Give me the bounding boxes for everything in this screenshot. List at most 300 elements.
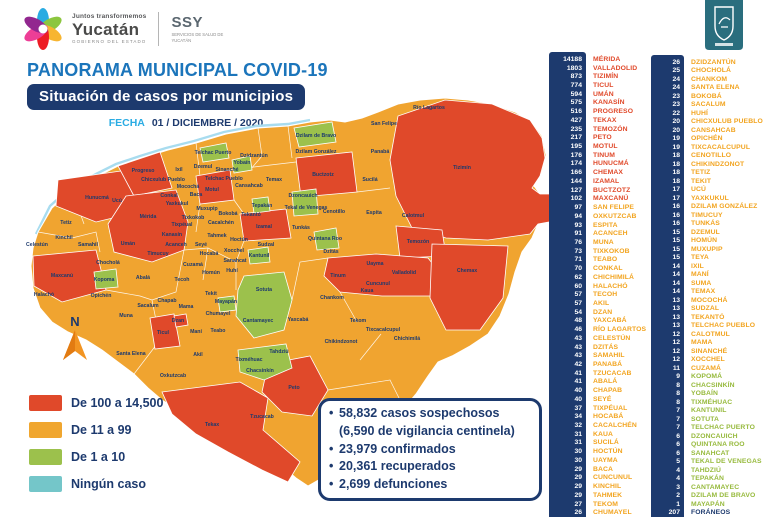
municipality-name: IXIL <box>691 262 704 270</box>
map-label: Chikindzonot <box>324 339 358 345</box>
municipality-row <box>549 404 646 413</box>
legend-item <box>29 443 163 470</box>
municipality-count: 41 <box>574 369 582 377</box>
municipality-row <box>651 75 763 84</box>
municipality-count: 15 <box>672 254 680 262</box>
municipality-row <box>651 84 763 93</box>
municipality-count: 70 <box>574 265 582 273</box>
municipality-name: CONKAL <box>593 265 623 273</box>
municipality-row <box>651 228 763 237</box>
municipality-name: MUNA <box>593 238 614 246</box>
municipality-row <box>549 125 646 134</box>
map-label: Izamal <box>256 224 272 230</box>
municipality-name: SINANCHÉ <box>691 347 728 355</box>
municipality-row <box>549 491 646 500</box>
municipality-count: 24 <box>672 75 680 83</box>
municipality-row <box>549 116 646 125</box>
municipality-name: BACA <box>593 465 614 473</box>
municipality-name: SAN FELIPE <box>593 204 635 212</box>
map-label: San Felipe <box>371 121 397 127</box>
municipality-row <box>549 247 646 256</box>
municipality-row <box>651 92 763 101</box>
municipality-row <box>549 212 646 221</box>
municipality-name: TZUCACAB <box>593 369 632 377</box>
municipality-name: MOTUL <box>593 143 618 151</box>
municipality-name: SUDZAL <box>691 305 720 313</box>
municipality-count: 30 <box>574 456 582 464</box>
municipality-name: CUNCUNUL <box>593 474 633 482</box>
municipality-row <box>549 343 646 352</box>
municipality-name: IZAMAL <box>593 177 620 185</box>
yucatan-crest-logo <box>705 0 743 52</box>
municipality-row <box>651 509 763 517</box>
municipality-name: DZILAM DE BRAVO <box>691 492 756 500</box>
municipality-count: 31 <box>574 430 582 438</box>
municipality-name: MÉRIDA <box>593 55 621 63</box>
municipality-name: PANABÁ <box>593 361 623 369</box>
municipality-name: SUCILÁ <box>593 439 619 447</box>
municipality-count: 3 <box>676 483 680 491</box>
map-label: Tepakán <box>251 203 273 209</box>
legend-label: De 100 a 14,500 <box>71 395 164 410</box>
municipality-name: CANSAHCAB <box>691 126 736 134</box>
municipality-row <box>651 194 763 203</box>
municipality-name: SUMA <box>691 279 712 287</box>
municipality-name: CHICHIMILÁ <box>593 273 635 281</box>
stats-line: • 2,699 defunciones <box>329 477 448 492</box>
map-legend <box>29 389 163 497</box>
municipality-row <box>549 99 646 108</box>
legend-swatch <box>29 449 62 465</box>
municipality-count: 15 <box>672 245 680 253</box>
municipality-row <box>549 317 646 326</box>
map-label: Cuzamá <box>183 262 203 268</box>
map-label: Temozón <box>406 239 430 245</box>
municipality-count: 24 <box>672 84 680 92</box>
map-label: Umán <box>120 241 136 247</box>
legend-swatch <box>29 476 62 492</box>
government-logo <box>22 8 223 50</box>
municipality-count: 40 <box>574 387 582 395</box>
municipality-row <box>651 305 763 314</box>
municipality-name: SAMAHIL <box>593 352 625 360</box>
municipality-name: KANASÍN <box>593 99 625 107</box>
municipality-count: 8 <box>676 390 680 398</box>
municipality-name: CHACSINKÍN <box>691 381 735 389</box>
municipality-row <box>651 407 763 416</box>
map-label: Conkal <box>160 193 178 199</box>
map-label: Tahmek <box>207 233 227 239</box>
municipality-row <box>651 449 763 458</box>
municipality-count: 14188 <box>563 55 582 63</box>
municipality-row <box>651 109 763 118</box>
map-label: Chankom <box>320 295 344 301</box>
municipality-row <box>549 264 646 273</box>
municipality-count: 8 <box>676 398 680 406</box>
municipality-name: MAMA <box>691 339 713 347</box>
municipality-count: 60 <box>574 282 582 290</box>
map-label: Uayma <box>366 261 384 267</box>
map-label: Sotuta <box>255 287 273 293</box>
municipality-count: 6 <box>676 449 680 457</box>
municipality-name: TETIZ <box>691 169 711 177</box>
map-label: Sanahcat <box>223 258 247 264</box>
municipality-count: 7 <box>676 407 680 415</box>
municipality-row <box>651 330 763 339</box>
map-label: Tetiz <box>60 220 72 226</box>
municipality-row <box>549 456 646 465</box>
municipality-name: VALLADOLID <box>593 64 638 72</box>
municipality-count: 27 <box>574 500 582 508</box>
municipality-count: 15 <box>672 228 680 236</box>
municipality-name: TAHDZIÚ <box>691 466 722 474</box>
municipality-name: BOKOBÁ <box>691 92 722 100</box>
municipality-name: DZONCAUICH <box>691 432 738 440</box>
map-label: Tekal de Venegas <box>284 205 328 211</box>
municipality-count: 427 <box>570 116 582 124</box>
municipality-count: 43 <box>574 334 582 342</box>
municipality-count: 26 <box>672 58 680 66</box>
municipality-name: CHOCHOLÁ <box>691 67 732 75</box>
municipality-count: 29 <box>574 474 582 482</box>
municipality-row <box>651 237 763 246</box>
municipality-row <box>651 143 763 152</box>
ssy-logo: SSY SERVICIOS DE SALUD DE YUCATÁN <box>171 14 224 43</box>
map-label: Kanasín <box>161 232 183 238</box>
municipality-count: 12 <box>672 356 680 364</box>
municipality-row <box>651 432 763 441</box>
subtitle-badge: Situación de casos por municipios <box>27 84 305 110</box>
map-label: Chacsinkín <box>246 368 274 374</box>
map-label: Tekit <box>205 291 217 297</box>
municipality-count: 594 <box>570 90 582 98</box>
municipality-row <box>549 482 646 491</box>
stats-line: • 20,361 recuperados <box>329 459 456 474</box>
map-label: Tekantó <box>241 212 261 218</box>
municipality-name: SACALUM <box>691 101 726 109</box>
municipality-count: 40 <box>574 395 582 403</box>
map-label: Tekax <box>204 422 220 428</box>
map-label: Chichimilá <box>393 336 421 342</box>
map-label: Yobaín <box>233 160 251 166</box>
municipality-column-1 <box>549 55 646 517</box>
municipality-row <box>549 474 646 483</box>
map-label: Kopoma <box>93 277 115 283</box>
municipality-row <box>549 395 646 404</box>
municipality-name: AKIL <box>593 299 610 307</box>
municipality-name: CHICXULUB PUEBLO <box>691 118 763 126</box>
map-label: Cantamayec <box>242 318 274 324</box>
municipality-row <box>549 81 646 90</box>
map-label: Dzoncauich <box>288 193 318 199</box>
municipality-count: 1803 <box>566 64 582 72</box>
municipality-count: 73 <box>574 247 582 255</box>
municipality-row <box>651 441 763 450</box>
municipality-name: HUHÍ <box>691 109 709 117</box>
municipality-name: TEMOZÓN <box>593 125 628 133</box>
municipality-count: 54 <box>574 308 582 316</box>
municipality-name: CANTAMAYEC <box>691 483 740 491</box>
municipality-count: 5 <box>676 458 680 466</box>
municipality-name: SANTA ELENA <box>691 84 740 92</box>
map-label: Sinanché <box>215 167 239 173</box>
municipality-row <box>651 313 763 322</box>
municipality-count: 17 <box>672 194 680 202</box>
municipality-name: UMÁN <box>593 90 614 98</box>
municipality-count: 144 <box>570 177 582 185</box>
map-label: Kantunil <box>248 253 270 259</box>
municipality-name: HOCABÁ <box>593 413 624 421</box>
municipality-row <box>549 221 646 230</box>
municipality-count: 14 <box>672 288 680 296</box>
municipality-row <box>651 152 763 161</box>
page-title: PANORAMA MUNICIPAL COVID-19 <box>27 60 328 80</box>
map-label: Baca <box>189 192 203 198</box>
municipality-row <box>651 262 763 271</box>
municipality-name: TIXKOKOB <box>593 247 630 255</box>
municipality-name: TECOH <box>593 291 618 299</box>
legend-label: Ningún caso <box>71 476 147 491</box>
municipality-count: 7 <box>676 424 680 432</box>
municipality-row <box>651 483 763 492</box>
map-label: Chumayel <box>205 311 231 317</box>
municipality-count: 207 <box>668 509 680 517</box>
municipality-count: 13 <box>672 313 680 321</box>
municipality-row <box>651 381 763 390</box>
municipality-row <box>549 421 646 430</box>
municipality-count: 4 <box>676 466 680 474</box>
municipality-row <box>549 447 646 456</box>
municipality-name: QUINTANA ROO <box>691 441 745 449</box>
municipality-count: 94 <box>574 212 582 220</box>
municipality-count: 46 <box>574 326 582 334</box>
municipality-count: 26 <box>574 509 582 517</box>
municipality-row <box>549 334 646 343</box>
municipality-row <box>651 135 763 144</box>
map-label: Calotmul <box>401 213 425 219</box>
municipality-name: XOCCHEL <box>691 356 725 364</box>
municipality-name: MOCOCHÁ <box>691 296 728 304</box>
map-label: Sacalum <box>137 303 159 309</box>
municipality-name: ABALÁ <box>593 378 618 386</box>
municipality-name: HALACHÓ <box>593 282 628 290</box>
municipality-row <box>651 356 763 365</box>
municipality-count: 14 <box>672 262 680 270</box>
legend-item <box>29 389 163 416</box>
municipality-name: ACANCEH <box>593 230 628 238</box>
map-label: Akil <box>193 352 203 358</box>
municipality-row <box>651 500 763 509</box>
municipality-row <box>549 256 646 265</box>
municipality-row <box>549 229 646 238</box>
municipality-row <box>549 142 646 151</box>
municipality-row <box>549 168 646 177</box>
map-label: Tixcacalcupul <box>365 327 401 333</box>
municipality-count: 4 <box>676 475 680 483</box>
map-label: Tixkokob <box>181 215 205 221</box>
municipality-name: TEKOM <box>593 500 619 508</box>
map-label: Hoctún <box>230 237 248 243</box>
municipality-name: TEKANTÓ <box>691 313 725 321</box>
statistics-box <box>318 398 542 501</box>
map-label: Cenotillo <box>322 209 346 215</box>
municipality-row <box>549 72 646 81</box>
map-label: Motul <box>205 187 219 193</box>
municipality-count: 18 <box>672 152 680 160</box>
municipality-name: CELESTÚN <box>593 334 631 342</box>
municipality-count: 16 <box>672 203 680 211</box>
municipality-row <box>549 508 646 517</box>
municipality-row <box>549 299 646 308</box>
municipality-count: 7 <box>676 415 680 423</box>
municipality-count: 6 <box>676 432 680 440</box>
municipality-count: 15 <box>672 237 680 245</box>
municipality-name: DZIDZANTÚN <box>691 58 736 66</box>
municipality-count: 774 <box>570 82 582 90</box>
municipality-row <box>549 378 646 387</box>
municipality-count: 8 <box>676 381 680 389</box>
municipality-name: YAXKUKUL <box>691 194 729 202</box>
municipality-row <box>651 424 763 433</box>
municipality-count: 174 <box>570 160 582 168</box>
map-label: Maní <box>190 329 202 335</box>
municipality-row <box>549 90 646 99</box>
municipality-count: 13 <box>672 322 680 330</box>
municipality-row <box>549 186 646 195</box>
map-label: Acanceh <box>165 242 187 248</box>
map-label: Mocochá <box>176 184 200 190</box>
municipality-name: KAUA <box>593 430 614 438</box>
municipality-name: TEYA <box>691 254 709 262</box>
municipality-name: TELCHAC PUEBLO <box>691 322 756 330</box>
municipality-count: 91 <box>574 230 582 238</box>
map-label: Samahil <box>78 242 98 248</box>
municipality-row <box>651 211 763 220</box>
municipality-count: 37 <box>574 404 582 412</box>
municipality-count: 14 <box>672 271 680 279</box>
municipality-row <box>549 160 646 169</box>
municipality-name: HOCTÚN <box>593 448 623 456</box>
municipality-name: UCÚ <box>691 186 707 194</box>
map-label: Cuncunul <box>366 281 390 287</box>
municipality-count: 9 <box>676 373 680 381</box>
municipality-count: 17 <box>672 186 680 194</box>
north-arrow-icon <box>60 329 90 361</box>
municipality-name: KINCHIL <box>593 483 622 491</box>
municipality-count: 25 <box>672 67 680 75</box>
logo-divider <box>158 12 159 46</box>
municipality-row <box>651 279 763 288</box>
municipality-count: 127 <box>570 186 582 194</box>
municipality-count: 2 <box>676 492 680 500</box>
map-label: Opichén <box>90 293 112 299</box>
municipality-name: TIMUCUY <box>691 211 723 219</box>
map-label: Espita <box>366 210 382 216</box>
municipality-row <box>651 373 763 382</box>
map-label: Ixil <box>175 167 183 173</box>
municipality-count: 41 <box>574 378 582 386</box>
municipality-count: 18 <box>672 177 680 185</box>
map-label: Mérida <box>139 214 157 220</box>
municipality-row <box>651 296 763 305</box>
municipality-name: TICUL <box>593 82 614 90</box>
municipality-count: 18 <box>672 169 680 177</box>
map-label: Tixpéual <box>171 222 193 228</box>
municipality-row <box>549 177 646 186</box>
municipality-count: 71 <box>574 256 582 264</box>
municipality-row <box>549 282 646 291</box>
map-label: Telchac Pueblo <box>205 176 243 182</box>
municipality-name: TEABO <box>593 256 618 264</box>
map-label: Ucú <box>112 198 122 204</box>
map-label: Yaxcabá <box>287 317 309 323</box>
municipality-count: 76 <box>574 238 582 246</box>
municipality-row <box>651 390 763 399</box>
municipality-row <box>651 415 763 424</box>
municipality-count: 23 <box>672 92 680 100</box>
map-label: Ticul <box>156 330 170 336</box>
municipality-name: SEYÉ <box>593 395 612 403</box>
municipality-row <box>651 347 763 356</box>
municipality-row <box>651 186 763 195</box>
municipality-row <box>549 64 646 73</box>
map-label: Tixméhuac <box>235 357 263 363</box>
municipality-row <box>549 151 646 160</box>
map-label: Xocchel <box>224 248 244 254</box>
municipality-row <box>651 492 763 501</box>
municipality-count: 32 <box>574 422 582 430</box>
map-label: Dzilam González <box>295 149 337 155</box>
municipality-count: 30 <box>574 448 582 456</box>
municipality-name: DZITÁS <box>593 343 619 351</box>
municipality-name: CHUMAYEL <box>593 509 632 517</box>
municipality-row <box>651 271 763 280</box>
municipality-name: KOPOMÁ <box>691 373 723 381</box>
municipality-row <box>651 398 763 407</box>
municipality-row <box>651 67 763 76</box>
north-compass <box>60 314 90 366</box>
municipality-count: 13 <box>672 305 680 313</box>
map-label: Abalá <box>135 275 151 281</box>
municipality-count: 176 <box>570 151 582 159</box>
municipality-name: MANÍ <box>691 271 709 279</box>
map-label: Telchac Puerto <box>194 150 232 156</box>
municipality-name: ESPITA <box>593 221 618 229</box>
map-label: Quintana Roo <box>307 236 343 242</box>
logo-subtitle: GOBIERNO DEL ESTADO <box>72 38 147 44</box>
municipality-count: 34 <box>574 413 582 421</box>
municipality-name: TUNKÁS <box>691 220 720 228</box>
map-label: Sudzal <box>257 242 275 248</box>
municipality-count: 16 <box>672 211 680 219</box>
municipality-count: 217 <box>570 134 582 142</box>
legend-label: De 11 a 99 <box>71 422 132 437</box>
stats-line: • 23,979 confirmados <box>329 441 456 456</box>
municipality-count: 575 <box>570 99 582 107</box>
municipality-row <box>549 360 646 369</box>
municipality-count: 12 <box>672 347 680 355</box>
map-label: Oxkutzcab <box>159 373 187 379</box>
map-label: Chocholá <box>96 260 120 266</box>
map-label: Chapab <box>157 298 177 304</box>
legend-swatch <box>29 422 62 438</box>
municipality-name: TIXPÉUAL <box>593 404 628 412</box>
municipality-name: KANTUNIL <box>691 407 727 415</box>
municipality-count: 6 <box>676 441 680 449</box>
map-label: Dzilam de Bravo <box>295 133 337 139</box>
municipality-name: YAXCABÁ <box>593 317 627 325</box>
map-label: Río Lagartos <box>413 105 445 111</box>
